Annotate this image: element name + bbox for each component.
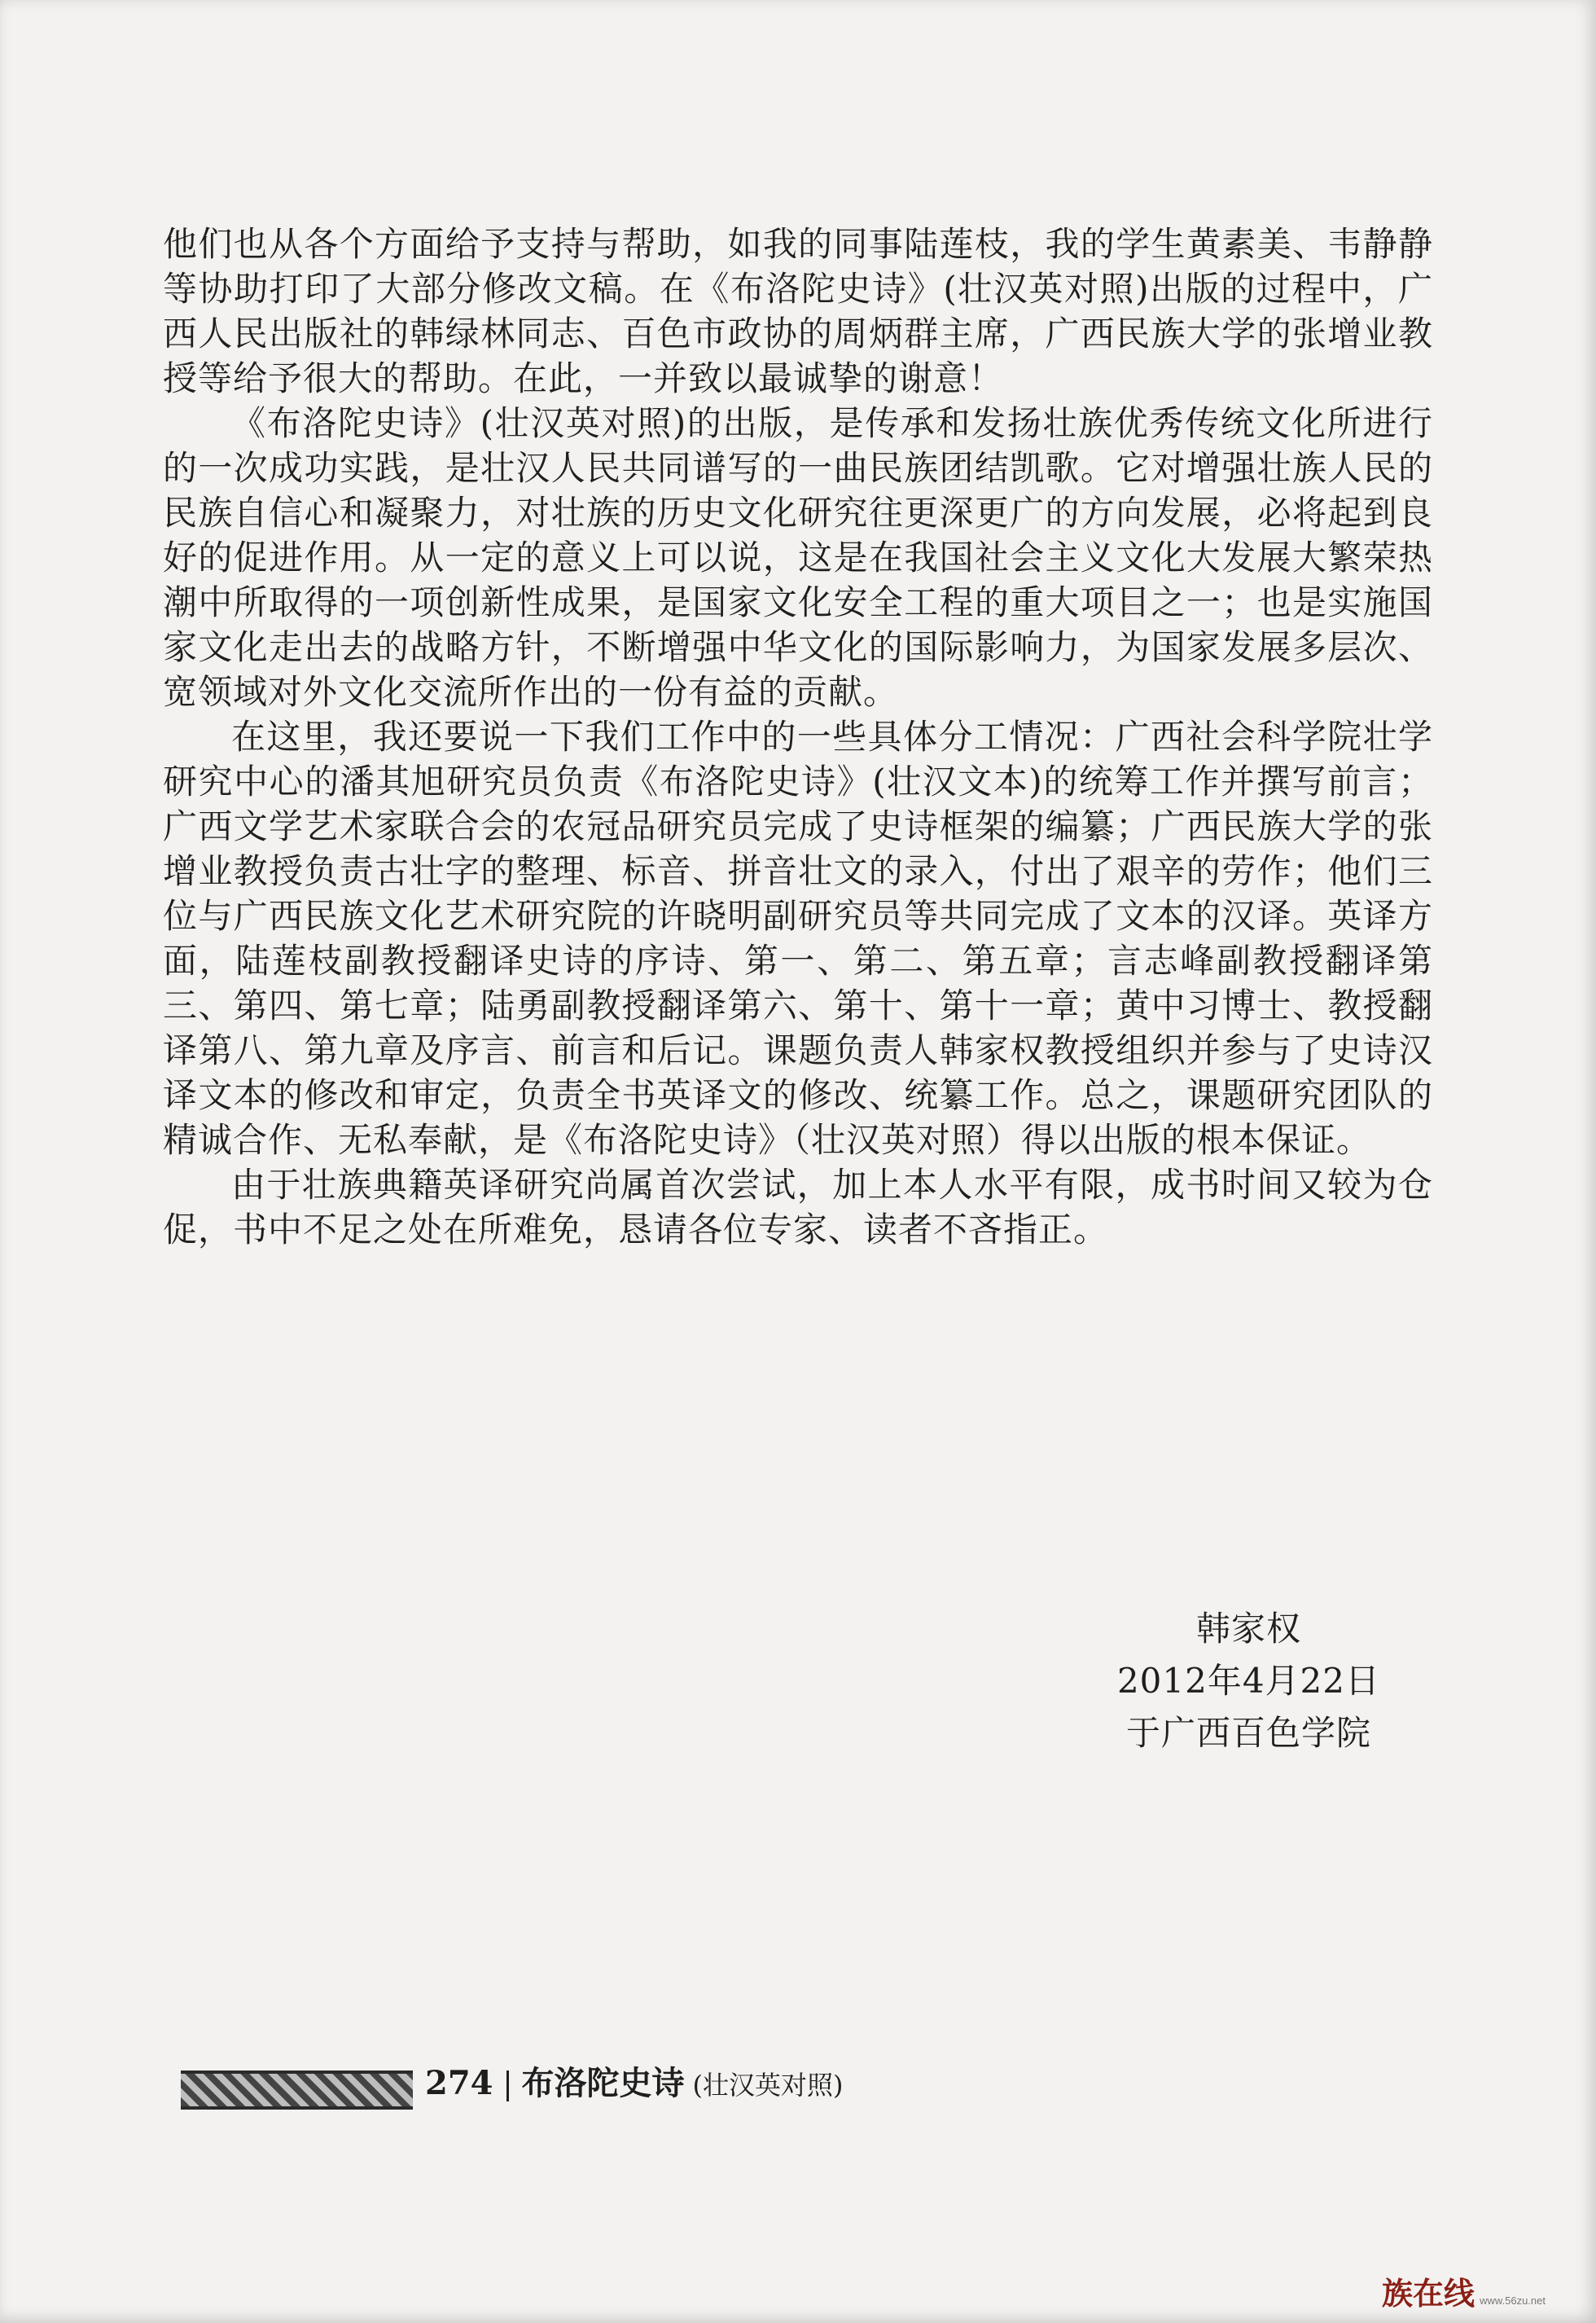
book-title: 布洛陀史诗 bbox=[521, 2064, 685, 2102]
signature-place: 于广西百色学院 bbox=[1125, 1713, 1371, 1753]
watermark-logo-text: 族在线 bbox=[1382, 2277, 1475, 2312]
author-name: 韩家权 bbox=[1195, 1609, 1301, 1649]
paragraph-division-of-work: 在这里，我还要说一下我们工作中的一些具体分工情况：广西社会科学院壮学研究中心的潘其旭研究员负责《布洛陀史诗》(壮汉文本)的统筹工作并撰写前言；广西文学艺术家联合会的农冠品研究员完成了史诗框架的编纂；广西民族大学的张增业教授负责古壮字的整理、标音、拼音壮文的录入，付出了艰辛的劳作；他们三位与广西民族文化艺术研究院的许晓明副研究员等共同完成了文本的汉译。英译方面，陆莲枝副教授翻译史诗的序诗、第一、第二、第五章；言志峰副教授翻译第三、第四、第七章；陆勇副教授翻译第六、第十、第十一章；黄中习博士、教授翻译第八、第九章及序言、前言和后记。课题负责人韩家权教授组织并参与了史诗汉译文本的修改和审定，负责全书英译文的修改、统纂工作。总之，课题研究团队的精诚合作、无私奉献，是《布洛陀史诗》（壮汉英对照）得以出版的根本保证。 bbox=[163, 717, 1433, 1160]
page-number: 274 bbox=[425, 2064, 493, 2102]
signature-date: 2012年4月22日 bbox=[1116, 1661, 1380, 1701]
book-subtitle: (壮汉英对照) bbox=[692, 2070, 844, 2101]
body-text bbox=[163, 222, 1433, 1252]
site-watermark bbox=[1382, 2268, 1546, 2313]
paragraph-acknowledgement: 他们也从各个方面给予支持与帮助，如我的同事陆莲枝，我的学生黄素美、韦静静等协助打印了大部分修改文稿。在《布洛陀史诗》(壮汉英对照)出版的过程中，广西人民出版社的韩绿林同志、百色市政协的周炳群主席，广西民族大学的张增业教授等给予很大的帮助。在此，一并致以最诚挚的谢意！ bbox=[163, 224, 1433, 398]
footer-divider bbox=[506, 2070, 509, 2101]
signature-block bbox=[1117, 1603, 1380, 1759]
paragraph-significance: 《布洛陀史诗》(壮汉英对照)的出版，是传承和发扬壮族优秀传统文化所进行的一次成功实践，是壮汉人民共同谱写的一曲民族团结凯歌。它对增强壮族人民的民族自信心和凝聚力，对壮族的历史文化研究往更深更广的方向发展，必将起到良好的促进作用。从一定的意义上可以说，这是在我国社会主义文化大发展大繁荣热潮中所取得的一项创新性成果，是国家文化安全工程的重大项目之一；也是实施国家文化走出去的战略方针，不断增强中华文化的国际影响力，为国家发展多层次、宽领域对外文化交流所作出的一份有益的贡献。 bbox=[163, 403, 1433, 712]
watermark-url: www.56zu.net bbox=[1480, 2294, 1546, 2307]
footer-decorative-band bbox=[181, 2070, 413, 2110]
page-footer bbox=[425, 2061, 843, 2108]
paragraph-closing-request: 由于壮族典籍英译研究尚属首次尝试，加上本人水平有限，成书时间又较为仓促，书中不足之处在所难免，恳请各位专家、读者不吝指正。 bbox=[163, 1165, 1433, 1249]
